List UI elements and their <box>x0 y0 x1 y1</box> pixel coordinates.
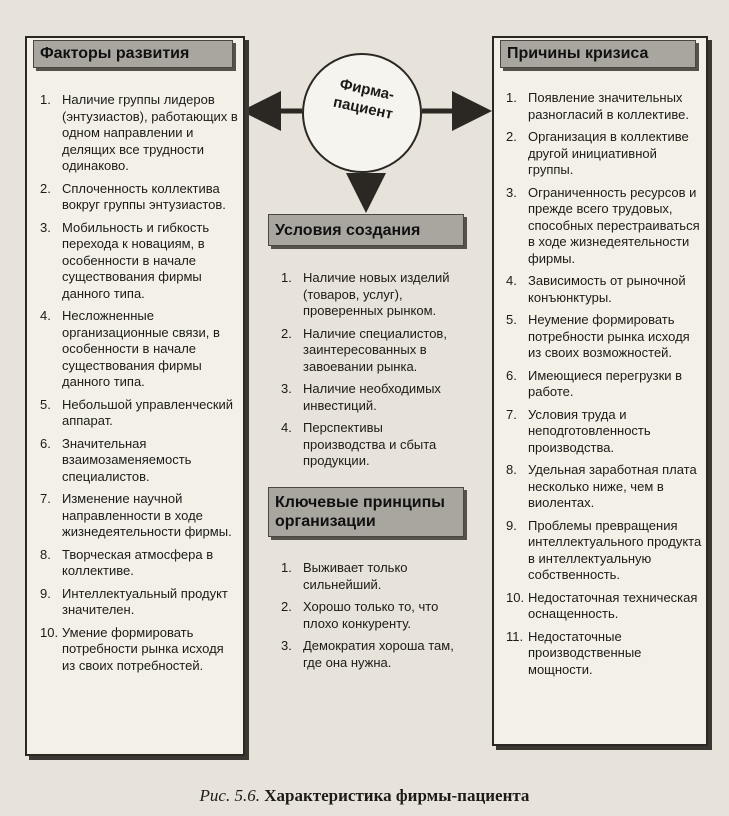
item-number: 9. <box>506 517 517 533</box>
item-number: 1. <box>40 92 51 107</box>
crisis-cause-item <box>506 518 702 584</box>
development-factor-item <box>40 220 240 303</box>
item-text: Небольшой управленческий аппарат. <box>62 396 234 428</box>
crisis-cause-item <box>506 90 702 123</box>
item-number: 4. <box>281 420 292 435</box>
caption-title: Характеристика фирмы-пациента <box>264 786 530 805</box>
development-factor-item <box>40 92 240 175</box>
item-number: 3. <box>281 381 292 396</box>
item-number: 11. <box>506 628 524 644</box>
crisis-causes-title: Причины кризиса <box>500 40 696 68</box>
item-number: 1. <box>281 270 292 285</box>
creation-condition-item <box>281 381 461 414</box>
creation-conditions-list <box>281 270 461 476</box>
firm-patient-label: Фирма- пациент <box>331 75 396 123</box>
item-number: 2. <box>281 325 292 341</box>
development-factor-item <box>40 308 240 391</box>
key-principles-title: Ключевые принципы организации <box>268 487 464 537</box>
item-text: Проблемы превращения интеллектуального продукта в интеллектуальную собственность. <box>528 517 702 582</box>
item-text: Организация в коллективе другой инициативной группы. <box>528 129 689 177</box>
item-text: Наличие новых изделий (товаров, услуг), проверенных рынком. <box>303 270 450 318</box>
item-text: Изменение научной направленности в ходе жизнедеятельности фирмы. <box>62 491 232 539</box>
item-text: Мобильность и гибкость перехода к новациям, в особенности в начале существования фирмы данного типа. <box>62 219 210 301</box>
creation-condition-item <box>281 326 461 376</box>
item-number: 9. <box>40 585 51 601</box>
item-text: Недостаточные производственные мощности. <box>528 628 642 677</box>
development-factor-item <box>40 625 240 675</box>
creation-condition-item <box>281 270 461 320</box>
key-principles-list <box>281 560 461 677</box>
item-number: 2. <box>281 599 292 614</box>
item-text: Зависимость от рыночной конъюнктуры. <box>528 273 686 305</box>
item-number: 10. <box>40 624 59 640</box>
item-number: 1. <box>506 90 517 105</box>
item-text: Значительная взаимозаменяемость специалистов. <box>62 435 192 484</box>
item-number: 5. <box>506 312 517 327</box>
item-text: Сплоченность коллектива вокруг группы энтузиастов. <box>62 180 226 212</box>
item-number: 6. <box>506 367 517 383</box>
item-text: Умение формировать потребности рынка исходя из своих потребностей. <box>62 624 224 673</box>
item-number: 4. <box>506 273 517 288</box>
development-factor-item <box>40 436 240 486</box>
item-text: Выживает только сильнейший. <box>303 560 408 592</box>
item-number: 5. <box>40 396 51 412</box>
item-number: 4. <box>40 308 51 323</box>
item-text: Условия труда и неподготовленность производства. <box>528 406 651 455</box>
crisis-cause-item <box>506 273 702 306</box>
key-principle-item <box>281 638 461 671</box>
figure-caption <box>0 786 729 806</box>
item-number: 3. <box>281 638 292 653</box>
item-number: 6. <box>40 435 51 451</box>
creation-condition-item <box>281 420 461 470</box>
item-text: Наличие специалистов, заинтересованных в завоевании рынка. <box>303 325 447 374</box>
item-text: Перспективы производства и сбыта продукции. <box>303 420 437 468</box>
item-text: Хорошо только то, что плохо конкуренту. <box>303 599 439 631</box>
item-number: 2. <box>40 180 51 196</box>
item-text: Неумение формировать потребности рынка исходя из своих возможностей. <box>528 312 690 360</box>
item-text: Интеллектуальный продукт значителен. <box>62 585 228 617</box>
crisis-cause-item <box>506 462 702 512</box>
development-factors-title: Факторы развития <box>33 40 233 68</box>
item-text: Ограниченность ресурсов и прежде всего трудовых, способных перестраиваться в ходе жизнедеятельности фирмы. <box>528 184 700 266</box>
item-number: 1. <box>281 560 292 575</box>
item-text: Демократия хороша там, где она нужна. <box>303 638 454 670</box>
crisis-cause-item <box>506 129 702 179</box>
item-number: 2. <box>506 129 517 144</box>
item-number: 8. <box>506 462 517 477</box>
caption-prefix: Рис. 5.6. <box>199 786 260 805</box>
item-number: 3. <box>40 219 51 235</box>
development-factor-item <box>40 586 240 619</box>
development-factor-item <box>40 491 240 541</box>
item-text: Удельная заработная плата несколько ниже, чем в виолентах. <box>528 462 697 510</box>
item-number: 10. <box>506 589 525 605</box>
item-number: 7. <box>40 491 51 506</box>
development-factors-list <box>40 92 240 680</box>
development-factor-item <box>40 547 240 580</box>
crisis-cause-item <box>506 407 702 457</box>
key-principle-item <box>281 599 461 632</box>
item-text: Несложненные организационные связи, в особенности в начале существования фирмы данного типа. <box>62 308 220 389</box>
item-text: Творческая атмосфера в коллективе. <box>62 546 214 578</box>
crisis-cause-item <box>506 590 702 623</box>
crisis-causes-list <box>506 90 702 684</box>
item-number: 7. <box>506 406 517 422</box>
item-number: 8. <box>40 546 51 562</box>
key-principle-item <box>281 560 461 593</box>
creation-conditions-title: Условия создания <box>268 214 464 246</box>
item-text: Наличие необходимых инвестиций. <box>303 381 441 413</box>
crisis-cause-item <box>506 629 702 679</box>
crisis-cause-item <box>506 312 702 362</box>
item-text: Недостаточная техническая оснащенность. <box>528 589 698 621</box>
crisis-cause-item <box>506 185 702 268</box>
item-text: Имеющиеся перегрузки в работе. <box>528 367 683 399</box>
development-factor-item <box>40 397 240 430</box>
development-factor-item <box>40 181 240 214</box>
item-text: Наличие группы лидеров (энтузиастов), работающих в одном направлении и делящих все трудности одинаково. <box>62 92 238 173</box>
item-number: 3. <box>506 184 517 200</box>
crisis-cause-item <box>506 368 702 401</box>
item-text: Появление значительных разногласий в коллективе. <box>528 90 689 122</box>
